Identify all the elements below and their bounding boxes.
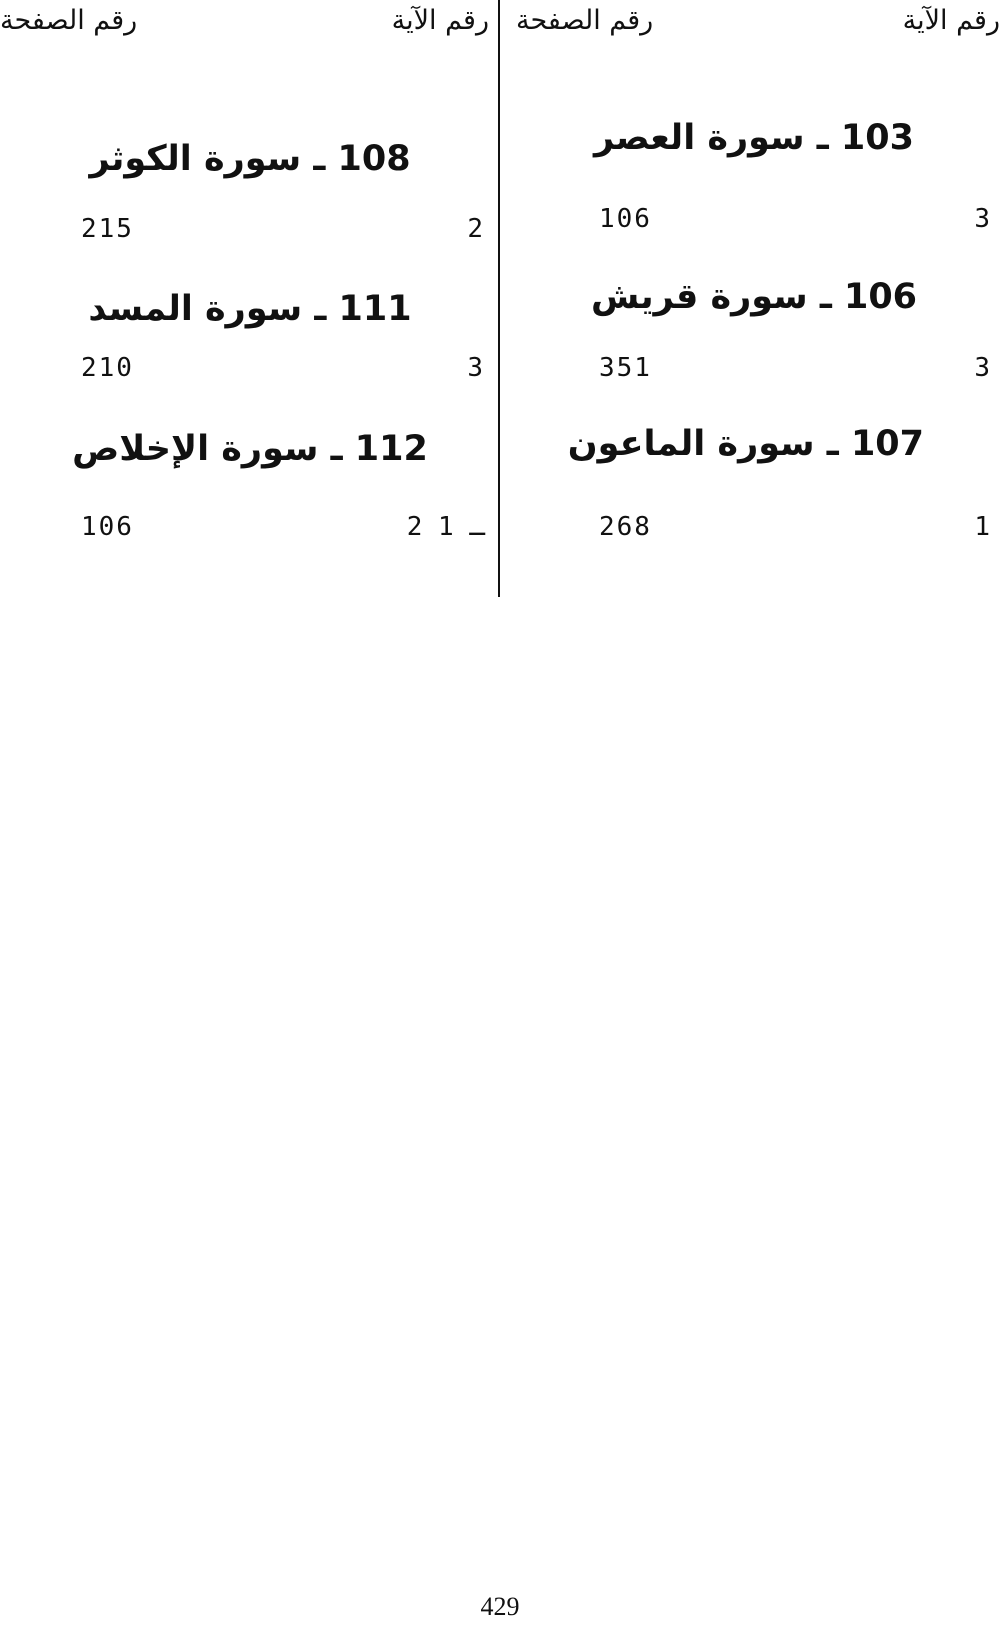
page-number-cell: 210 xyxy=(81,353,134,383)
surah-heading-108: 108 ـ سورة الكوثر xyxy=(89,139,411,179)
surah-heading-111: 111 ـ سورة المسد xyxy=(88,289,412,329)
left-column-page-header: رقم الصفحة xyxy=(0,5,138,36)
page-number-cell: 268 xyxy=(599,512,652,542)
page-number-cell: 351 xyxy=(599,353,652,383)
surah-heading-107: 107 ـ سورة الماعون xyxy=(567,424,924,464)
footer-page-number: 429 xyxy=(480,1592,520,1621)
verse-number-cell: 1 xyxy=(974,512,992,542)
verse-number-cell: 3 xyxy=(974,204,992,234)
verse-number-cell: 3 xyxy=(467,353,485,383)
right-column-verse-header: رقم الآية xyxy=(902,5,1000,36)
page-number-cell: 106 xyxy=(599,204,652,234)
verse-number-cell: 2 ـ 1 xyxy=(406,512,485,542)
page-number-cell: 215 xyxy=(81,214,134,244)
surah-heading-103: 103 ـ سورة العصر xyxy=(594,118,914,158)
page-number-cell: 106 xyxy=(81,512,134,542)
surah-heading-112: 112 ـ سورة الإخلاص xyxy=(72,429,428,469)
verse-number-cell: 3 xyxy=(974,353,992,383)
right-column-page-header: رقم الصفحة xyxy=(516,5,654,36)
surah-heading-106: 106 ـ سورة قريش xyxy=(590,277,918,317)
verse-number-cell: 2 xyxy=(467,214,485,244)
column-divider xyxy=(498,0,500,597)
left-column-verse-header: رقم الآية xyxy=(391,5,489,36)
